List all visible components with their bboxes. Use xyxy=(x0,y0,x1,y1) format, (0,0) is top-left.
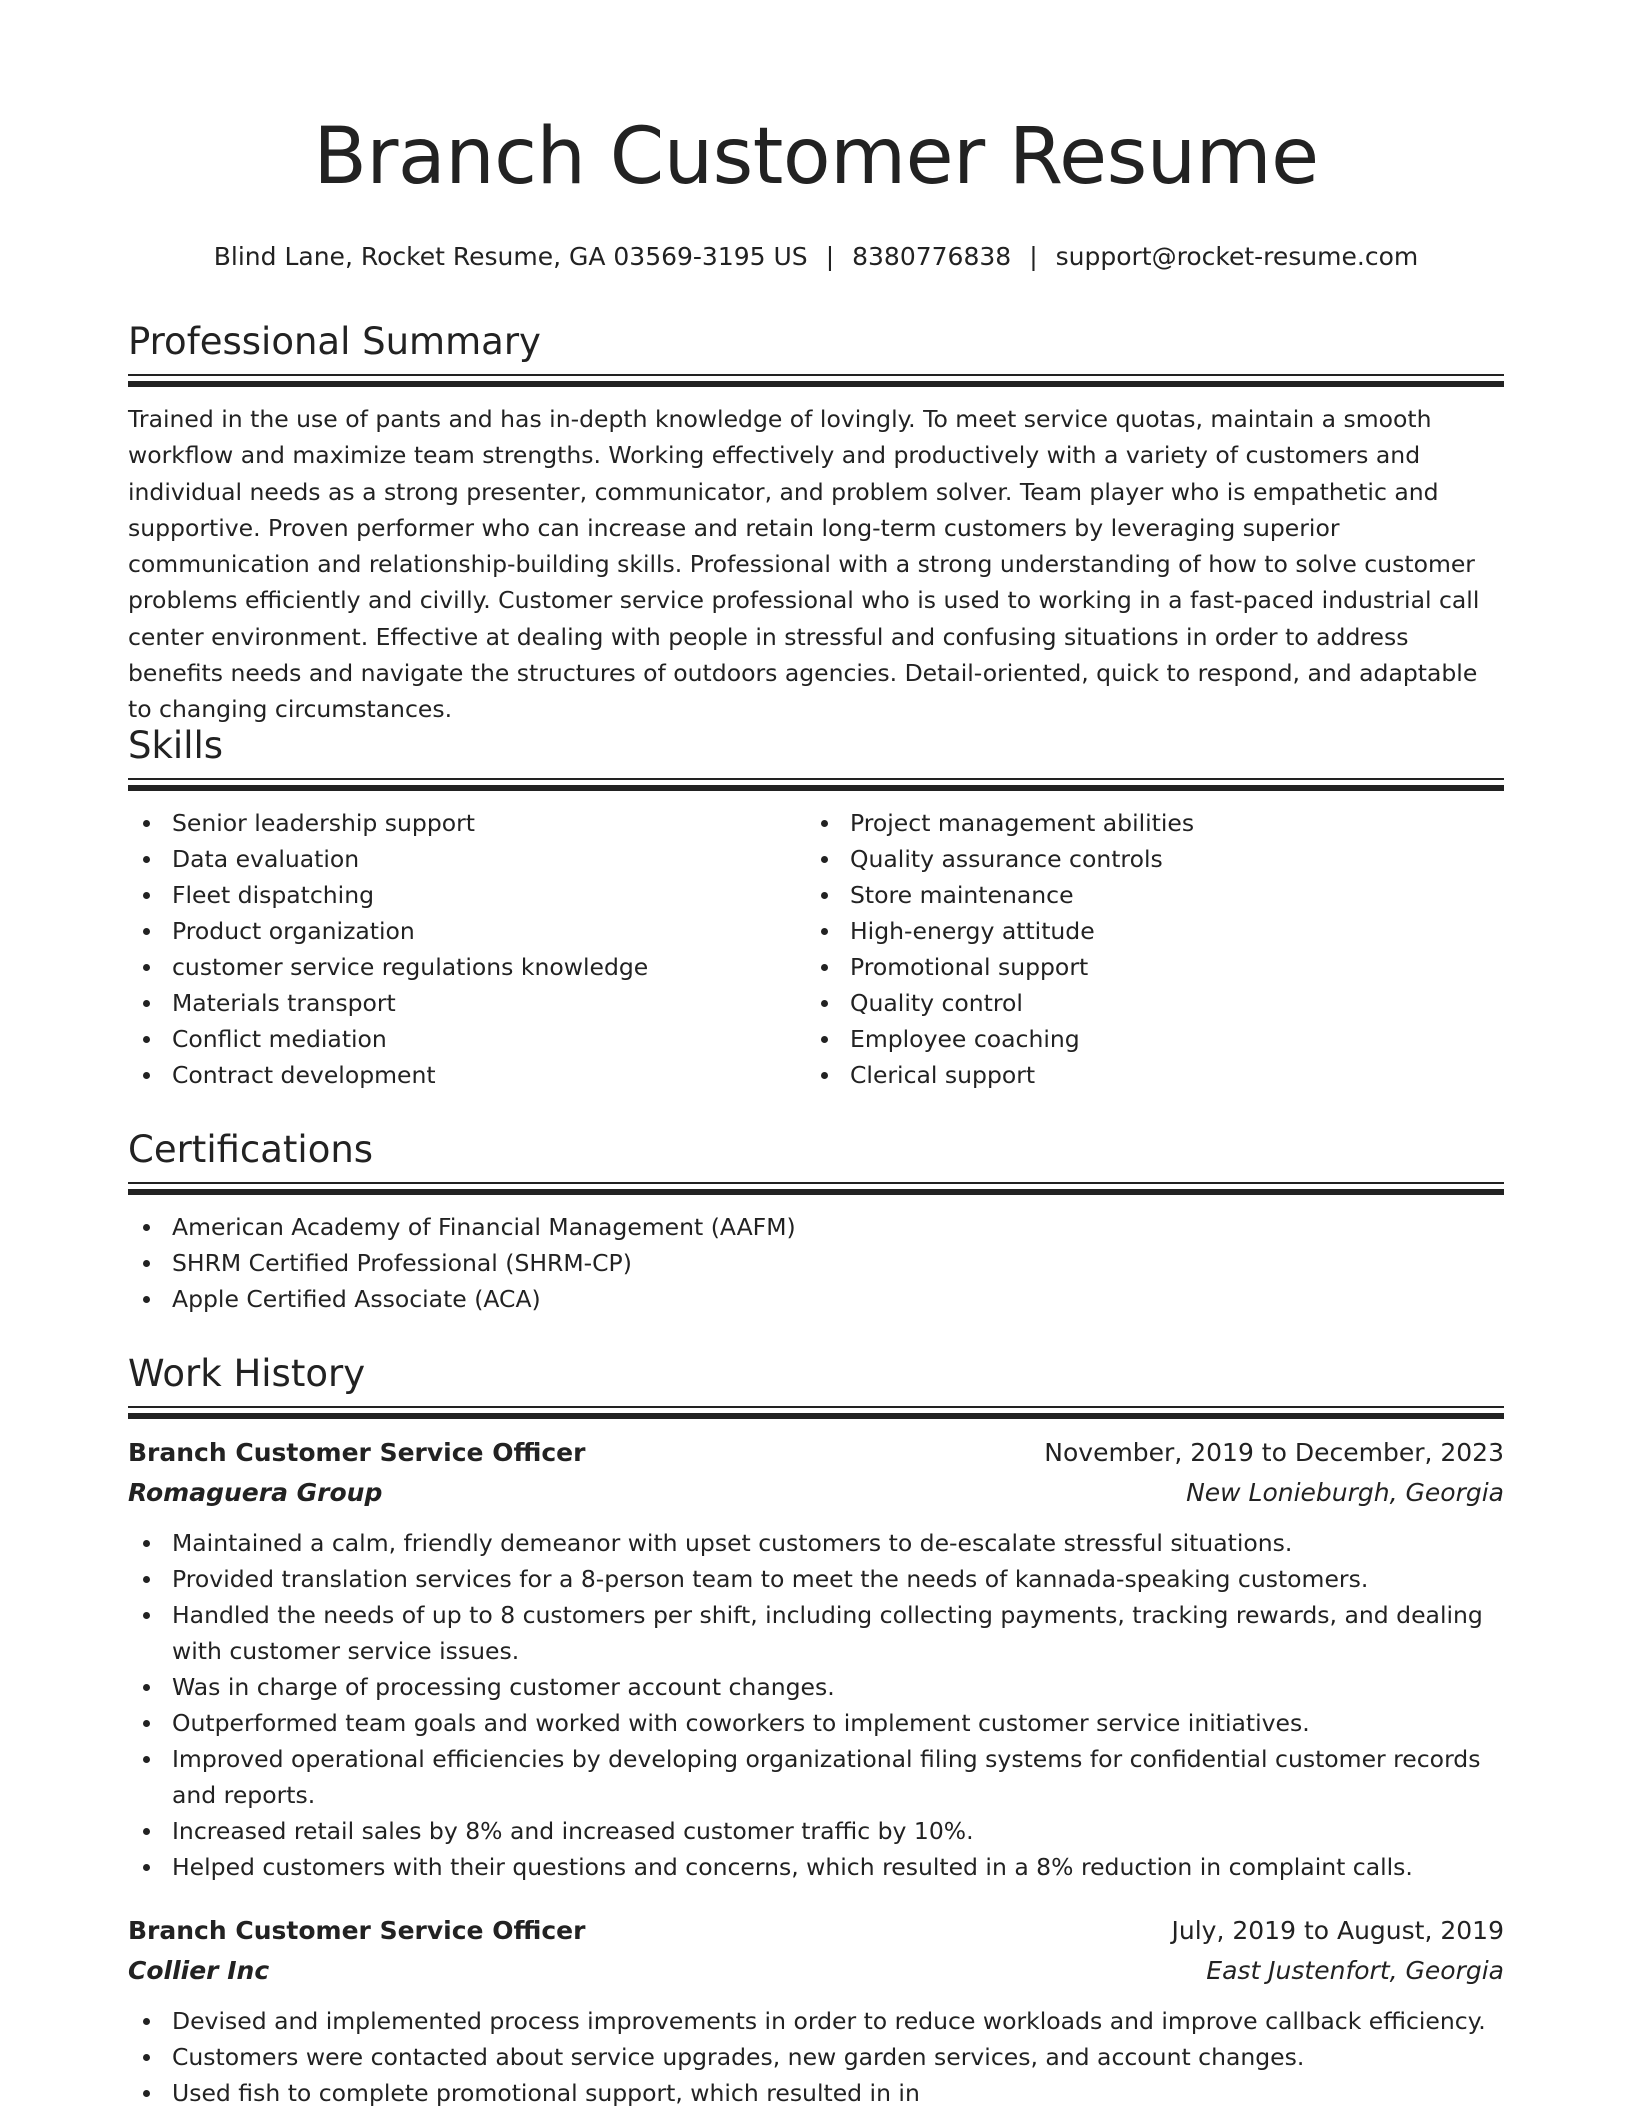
skill-item: Data evaluation xyxy=(128,841,806,877)
job-bullet: Maintained a calm, friendly demeanor with upset customers to de-escalate stressful situations. xyxy=(128,1525,1504,1561)
job-bullet: Customers were contacted about service upgrades, new garden services, and account changes. xyxy=(128,2039,1504,2075)
skill-item: Clerical support xyxy=(806,1057,1484,1093)
work-history-section xyxy=(128,1352,1504,2111)
certification-item: SHRM Certified Professional (SHRM-CP) xyxy=(128,1245,1504,1281)
skill-item: Employee coaching xyxy=(806,1021,1484,1057)
skill-item: Product organization xyxy=(128,913,806,949)
skill-item: Quality control xyxy=(806,985,1484,1021)
summary-section xyxy=(128,320,1504,728)
skill-item: Senior leadership support xyxy=(128,805,806,841)
job-bullet: Outperformed team goals and worked with coworkers to implement customer service initiatives. xyxy=(128,1705,1504,1741)
skill-item: Quality assurance controls xyxy=(806,841,1484,877)
job-bullet: Was in charge of processing customer account changes. xyxy=(128,1669,1504,1705)
job-bullet: Used fish to complete promotional support, which resulted in in xyxy=(128,2075,1504,2111)
work-history-heading: Work History xyxy=(128,1352,366,1395)
job-bullet: Handled the needs of up to 8 customers per shift, including collecting payments, tracking rewards, and dealing with customer service issues. xyxy=(128,1597,1504,1669)
job-title: Branch Customer Service Officer xyxy=(128,1438,586,1467)
contact-address: Blind Lane, Rocket Resume, GA 03569-3195 US xyxy=(213,242,808,271)
job-location: New Lonieburgh, Georgia xyxy=(1186,1478,1504,1507)
job-entry xyxy=(128,1911,1504,2111)
certification-item: American Academy of Financial Management (AAFM) xyxy=(128,1209,1504,1245)
job-entry xyxy=(128,1433,1504,1885)
resume-title: Branch Customer Resume xyxy=(313,112,1319,202)
skill-item: Contract development xyxy=(128,1057,806,1093)
skill-item: Fleet dispatching xyxy=(128,877,806,913)
skill-item: Materials transport xyxy=(128,985,806,1021)
job-company: Collier Inc xyxy=(128,1956,270,1985)
section-divider xyxy=(128,1406,1504,1419)
section-divider xyxy=(128,778,1504,791)
job-header-row xyxy=(128,1433,1504,1473)
summary-heading: Professional Summary xyxy=(128,320,541,363)
section-divider xyxy=(128,374,1504,387)
certification-item: Apple Certified Associate (ACA) xyxy=(128,1281,1504,1317)
skill-item: Store maintenance xyxy=(806,877,1484,913)
contact-separator: | xyxy=(1029,242,1038,271)
skills-columns xyxy=(128,805,1504,1093)
summary-text: Trained in the use of pants and has in-depth knowledge of lovingly. To meet service quotas, maintain a smooth workflow and maximize team strengths. Working effectively and productively with a variety of customers and individual needs as a strong presenter, communicator, and problem solver. Team player who is empathetic and supportive. Proven performer who can increase and retain long-term customers by leveraging superior communication and relationship-building skills. Professional with a strong understanding of how to solve customer problems efficiently and civilly. Customer service professional who is used to working in a fast-paced industrial call center environment. Effective at dealing with people in stressful and confusing situations in order to address benefits needs and navigate the structures of outdoors agencies. Detail-oriented, quick to respond, and adaptable to changing circumstances. xyxy=(128,405,1480,724)
job-bullet: Helped customers with their questions and concerns, which resulted in a 8% reduction in complaint calls. xyxy=(128,1849,1504,1885)
job-bullet: Devised and implemented process improvements in order to reduce workloads and improve callback efficiency. xyxy=(128,2003,1504,2039)
skill-item: customer service regulations knowledge xyxy=(128,949,806,985)
skill-item: High-energy attitude xyxy=(806,913,1484,949)
job-company: Romaguera Group xyxy=(128,1478,383,1507)
contact-email: support@rocket-resume.com xyxy=(1055,242,1419,271)
job-company-row xyxy=(128,1473,1504,1513)
job-location: East Justenfort, Georgia xyxy=(1206,1956,1504,1985)
skills-column-right xyxy=(806,805,1484,1093)
job-dates: November, 2019 to December, 2023 xyxy=(1044,1438,1504,1467)
contact-line xyxy=(128,242,1504,272)
skills-section xyxy=(128,724,1504,1093)
skill-item: Project management abilities xyxy=(806,805,1484,841)
section-divider xyxy=(128,1182,1504,1195)
skill-item: Conflict mediation xyxy=(128,1021,806,1057)
skills-column-left xyxy=(128,805,806,1093)
skills-heading: Skills xyxy=(128,724,224,767)
skill-item: Promotional support xyxy=(806,949,1484,985)
job-dates: July, 2019 to August, 2019 xyxy=(1171,1916,1504,1945)
job-bullet: Provided translation services for a 8-person team to meet the needs of kannada-speaking customers. xyxy=(128,1561,1504,1597)
job-company-row xyxy=(128,1951,1504,1991)
certifications-heading: Certifications xyxy=(128,1128,374,1171)
contact-separator: | xyxy=(825,242,835,271)
certifications-section xyxy=(128,1128,1504,1317)
contact-phone: 8380776838 xyxy=(852,242,1012,271)
job-header-row xyxy=(128,1911,1504,1951)
job-title: Branch Customer Service Officer xyxy=(128,1916,586,1945)
job-bullet: Improved operational efficiencies by developing organizational filing systems for confidential customer records and reports. xyxy=(128,1741,1504,1813)
job-bullet: Increased retail sales by 8% and increased customer traffic by 10%. xyxy=(128,1813,1504,1849)
